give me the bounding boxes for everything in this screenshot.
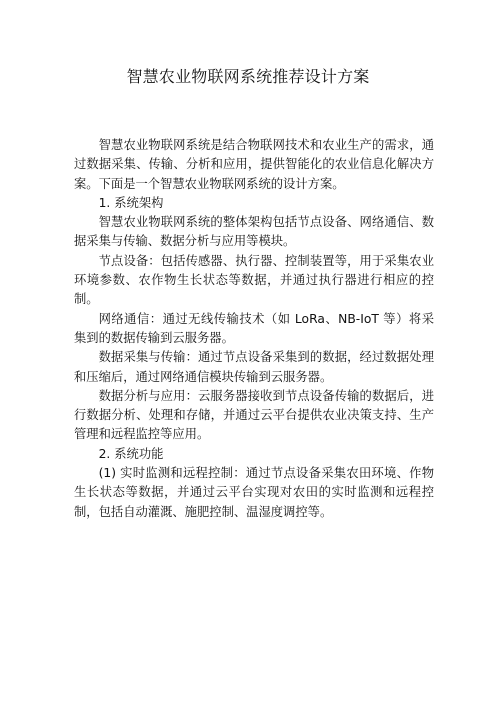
section-heading-architecture: 1. 系统架构 bbox=[98, 195, 164, 210]
paragraph-monitoring-control: (1) 实时监测和远程控制：通过节点设备采集农田环境、作物生长状态等数据，并通过云平台实现对农田的实时监测和远程控制，包括自动灌溉、施肥控制、温湿度调控等。 bbox=[74, 466, 434, 519]
section-heading-functions: 2. 系统功能 bbox=[98, 446, 164, 461]
paragraph-architecture-overview: 智慧农业物联网系统的整体架构包括节点设备、网络通信、数据采集与传输、数据分析与应用等模块。 bbox=[74, 215, 434, 249]
paragraph-intro: 智慧农业物联网系统是结合物联网技术和农业生产的需求，通过数据采集、传输、分析和应用，提供智能化的农业信息化解决方案。下面是一个智慧农业物联网系统的设计方案。 bbox=[74, 138, 434, 191]
paragraph-node-devices: 节点设备：包括传感器、执行器、控制装置等，用于采集农业环境参数、农作物生长状态等数据，并通过执行器进行相应的控制。 bbox=[74, 253, 434, 307]
paragraph-network-communication: 网络通信：通过无线传输技术（如 LoRa、NB-IoT 等）将采集到的数据传输到云服务器。 bbox=[74, 311, 434, 345]
paragraph-data-collection: 数据采集与传输：通过节点设备采集到的数据，经过数据处理和压缩后，通过网络通信模块传输到云服务器。 bbox=[74, 350, 434, 384]
document-body bbox=[74, 136, 434, 522]
document-title: 智慧农业物联网系统推荐设计方案 bbox=[126, 67, 370, 86]
paragraph-data-analysis: 数据分析与应用：云服务器接收到节点设备传输的数据后，进行数据分析、处理和存储，并通过云平台提供农业决策支持、生产管理和远程监控等应用。 bbox=[74, 388, 434, 442]
